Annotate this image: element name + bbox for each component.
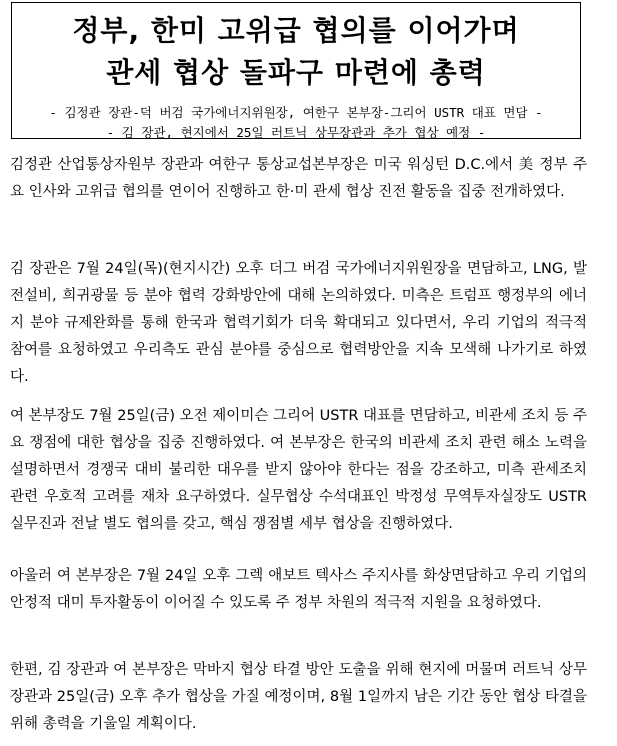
body-paragraph-1: 김정관 산업통상자원부 장관과 여한구 통상교섭본부장은 미국 워싱턴 D.C.에서 美 정부 주요 인사와 고위급 협의를 연이어 진행하고 한·미 관세 협상 진전 활동을 집중 전개하였다. [10, 157, 587, 200]
body-paragraph-3: 여 본부장도 7월 25일(금) 오전 제이미슨 그리어 USTR 대표를 면담하고, 비관세 조치 등 주요 쟁점에 대한 협상을 집중 진행하였다. 여 본부장은 한국의 비관세 조치 관련 해소 노력을 설명하면서 경쟁국 대비 불리한 대우를 받지 않아야 한다는 점을 강조하고, 미측 관세조치 관련 우호적 고려를 재차 요구하였다. 실무협상 수석대표인 박정성 무역투자실장도 USTR 실무진과 전날 별도 협의를 갖고, 핵심 쟁점별 세부 협상을 진행하였다. [10, 408, 587, 532]
headline-subtitle-line-2: - 김 장관, 현지에서 25일 러트닉 상무장관과 추가 협상 예정 - [106, 125, 486, 140]
headline-subtitle-line-1: - 김정관 장관-덕 버검 국가에너지위원장, 여한구 본부장-그리어 USTR 대표 면담 - [49, 105, 543, 120]
body-paragraph-2: 김 장관은 7월 24일(목)(현지시간) 오후 더그 버검 국가에너지위원장을 면담하고, LNG, 발전설비, 희귀광물 등 분야 협력 강화방안에 대해 논의하였다. 미측은 트럼프 행정부의 에너지 분야 규제완화를 통해 한국과 협력기회가 더욱 확대되고 있다면서, 우리 기업의 적극적 참여를 요청하였고 우리측도 관심 분야를 중심으로 협력방안을 지속 모색해 나가기로 하였다. [10, 261, 587, 385]
headline-title-line-2: 관세 협상 돌파구 마련에 총력 [106, 56, 486, 89]
body-paragraph-4: 아울러 여 본부장은 7월 24일 오후 그렉 애보트 텍사스 주지사를 화상면담하고 우리 기업의 안정적 대미 투자활동이 이어질 수 있도록 주 정부 차원의 적극적 지원을 요청하였다. [10, 568, 587, 611]
headline-title-line-1: 정부, 한미 고위급 협의를 이어가며 [72, 14, 520, 47]
headline-box [11, 2, 581, 139]
body-paragraph-5: 한편, 김 장관과 여 본부장은 막바지 협상 타결 방안 도출을 위해 현지에 머물며 러트닉 상무장관과 25일(금) 오후 추가 협상을 가질 예정이며, 8월 1일까지 남은 기간 동안 협상 타결을 위해 총력을 기울일 계획이다. [10, 662, 587, 732]
